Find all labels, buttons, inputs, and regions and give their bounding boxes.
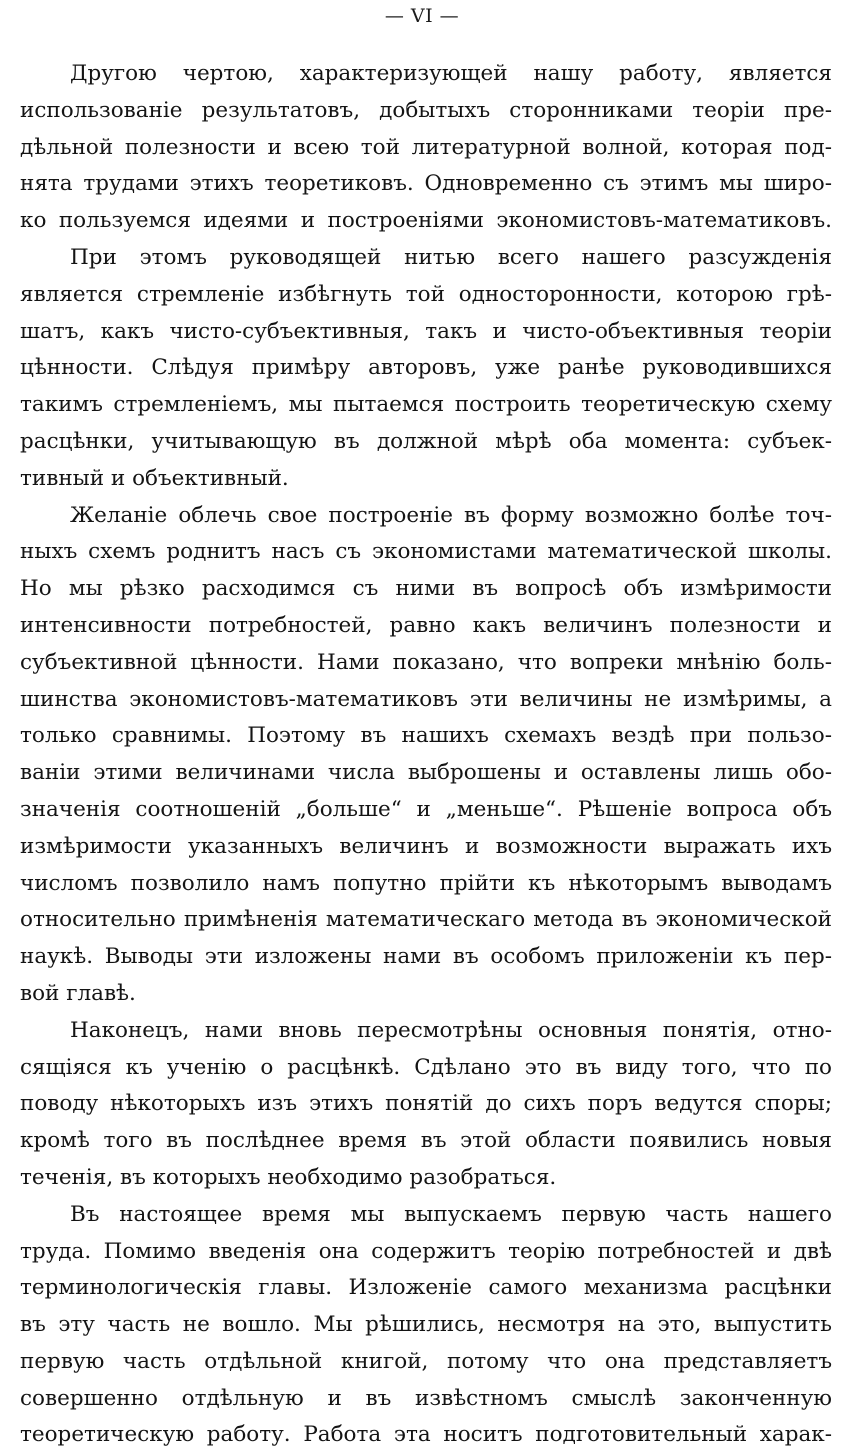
paragraph-1 (20, 56, 832, 240)
text-line: субъективной цѣнности. Нами показано, что вопреки мнѣнію боль- (20, 649, 832, 675)
text-line: Другою чертою, характеризующей нашу работу, является (70, 61, 832, 86)
text-line: дѣльной полезности и всею той литературной волной, которая под- (20, 134, 832, 160)
text-line: ваніи этими величинами числа выброшены и оставлены лишь обо- (20, 760, 832, 786)
text-line: использованіе результатовъ, добытыхъ сторонниками теоріи пре- (20, 97, 832, 123)
text-line: значенія соотношеній „больше“ и „меньше“. Рѣшеніе вопроса объ (20, 796, 832, 822)
text-line: терминологическія главы. Изложеніе самого механизма расцѣнки (20, 1275, 832, 1301)
page-number: — VI — (384, 5, 460, 27)
text-line: При этомъ руководящей нитью всего нашего разсужденія (70, 244, 832, 270)
text-line: цѣнности. Слѣдуя примѣру авторовъ, уже ранѣе руководившихся (20, 355, 832, 381)
text-line: Наконецъ, нами вновь пересмотрѣны основныя понятія, отно- (70, 1017, 832, 1043)
text-line: Но мы рѣзко расходимся съ ними въ вопросѣ объ измѣримости (20, 576, 832, 602)
text-line: ко пользуемся идеями и построеніями экономистовъ-математиковъ. (20, 208, 832, 234)
paragraph-3 (20, 498, 832, 1013)
text-line: теоретическую работу. Работа эта носитъ подготовительный харак- (20, 1422, 832, 1448)
text-line: въ эту часть не вошло. Мы рѣшились, несмотря на это, выпустить (20, 1312, 832, 1338)
paragraph-4 (20, 1013, 832, 1197)
text-line: расцѣнки, учитывающую въ должной мѣрѣ оба момента: субъек- (20, 428, 832, 454)
text-line: труда. Помимо введенія она содержитъ теорію потребностей и двѣ (20, 1238, 832, 1264)
text-line: сящіяся къ ученію о расцѣнкѣ. Сдѣлано это въ виду того, что по (20, 1054, 832, 1080)
text-line: измѣримости указанныхъ величинъ и возможности выражать ихъ (20, 833, 832, 859)
text-line: относительно примѣненія математическаго метода въ экономической (20, 907, 832, 933)
text-line: является стремленіе избѣгнуть той односторонности, которою грѣ- (20, 281, 832, 307)
text-line: вой главѣ. (20, 980, 136, 1006)
text-line: нята трудами этихъ теоретиковъ. Одновременно съ этимъ мы широ- (20, 171, 832, 197)
text-line: совершенно отдѣльную и въ извѣстномъ смыслѣ законченную (20, 1385, 832, 1411)
text-line: интенсивности потребностей, равно какъ величинъ полезности и (20, 612, 832, 638)
text-line: наукѣ. Выводы эти изложены нами въ особомъ приложеніи къ пер- (20, 944, 832, 970)
text-line: кромѣ того въ послѣднее время въ этой области появились новыя (20, 1128, 832, 1154)
paragraph-2 (20, 240, 832, 498)
text-line: тивный и объективный. (20, 465, 289, 491)
text-line: числомъ позволило намъ попутно прійти къ нѣкоторымъ выводамъ (20, 870, 832, 896)
text-line: такимъ стремленіемъ, мы пытаемся построить теоретическую схему (20, 392, 832, 418)
text-line: Желаніе облечь свое построеніе въ форму возможно болѣе точ- (70, 502, 832, 528)
text-line: шинства экономистовъ-математиковъ эти величины не измѣримы, а (20, 686, 832, 712)
text-line: теченія, въ которыхъ необходимо разобраться. (20, 1164, 557, 1190)
text-line: Въ настоящее время мы выпускаемъ первую часть нашего (70, 1201, 832, 1227)
text-line: шатъ, какъ чисто-субъективныя, такъ и чисто-объективныя теоріи (20, 318, 832, 344)
body-text (20, 56, 832, 1454)
text-line: ныхъ схемъ роднитъ насъ съ экономистами математической школы. (20, 539, 832, 565)
text-line: поводу нѣкоторыхъ изъ этихъ понятій до сихъ поръ ведутся споры; (20, 1091, 832, 1117)
paragraph-5 (20, 1197, 832, 1454)
text-line: первую часть отдѣльной книгой, потому что она представляетъ (20, 1348, 832, 1374)
text-line: только сравнимы. Поэтому въ нашихъ схемахъ вездѣ при пользо- (20, 723, 832, 749)
